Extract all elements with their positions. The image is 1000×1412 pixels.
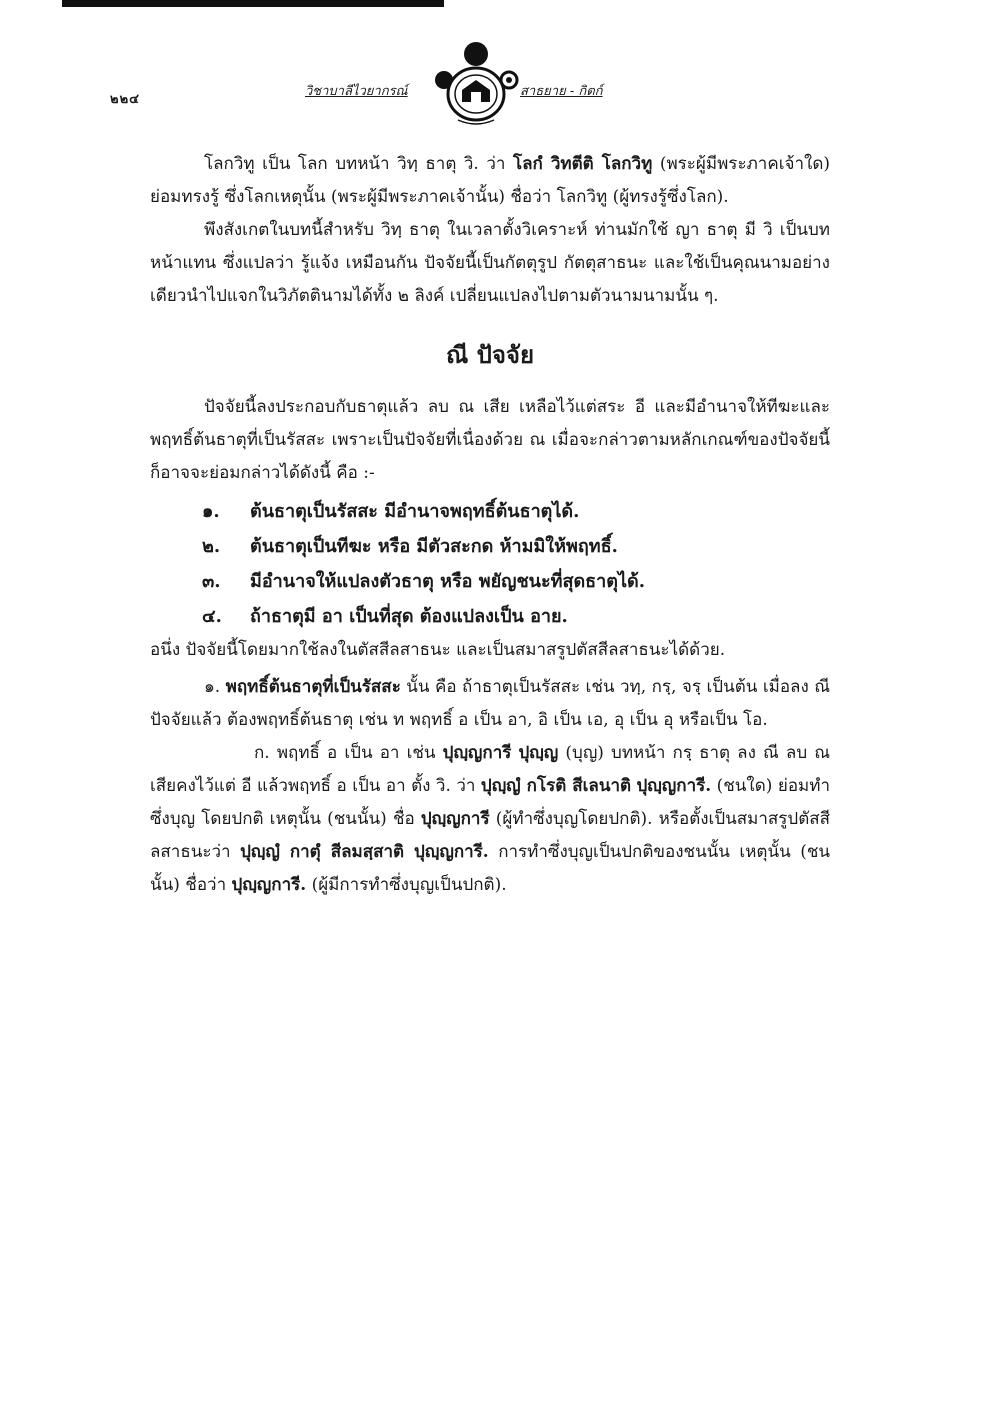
- paragraph-note-usage: อนึ่ง ปัจจัยนี้โดยมากใช้ลงในตัสสีลสาธนะ และเป็นสมาสรูปตัสสีลสาธนะได้ด้วย.: [150, 640, 726, 660]
- page-number: ๒๒๔: [110, 92, 140, 107]
- section-heading: ณี ปัจจัย: [445, 340, 535, 369]
- rule-item: ๑. ต้นธาตุเป็นรัสสะ มีอำนาจพฤทธิ์ต้นธาตุได้.: [202, 501, 580, 522]
- paragraph-note-vid: พึงสังเกตในบทนี้สำหรับ วิทฺ ธาตุ ในเวลาตั้งวิเคราะห์ ท่านมักใช้ ญา ธาตุ มี วิ เป็นบทหน้าแทน ซึ่งแปลว่า รู้แจ้ง เหมือนกัน ปัจจัยนี้เป็นกัตตุรูป กัตตุสาธนะ และใช้เป็นคุณนามอย่างเดียวนำไปแจกในวิภัตตินามได้ทั้ง ๒ ลิงค์ เปลี่ยนแปลงไปตามตัวนามนามนั้น ๆ.: [150, 220, 830, 306]
- page-body: [150, 148, 830, 902]
- paragraph-ni-intro: ปัจจัยนี้ลงประกอบกับธาตุแล้ว ลบ ณ เสีย เหลือไว้แต่สระ อี และมีอำนาจให้ทีฆะและพฤทธิ์ต้นธาตุที่เป็นรัสสะ เพราะเป็นปัจจัยที่เนื่องด้วย ณ เมื่อจะกล่าวตามหลักเกณฑ์ของปัจจัยนี้ ก็อาจจะย่อมกล่าวได้ดังนี้ คือ :-: [150, 397, 830, 483]
- rule-item: ๒. ต้นธาตุเป็นทีฆะ หรือ มีตัวสะกด ห้ามมิให้พฤทธิ์.: [202, 536, 618, 557]
- institution-emblem-icon: [432, 40, 520, 130]
- paragraph-lokavidu: โลกวิทู เป็น โลก บทหน้า วิทฺ ธาตุ วิ. ว่า โลกํ วิทตีติ โลกวิทู (พระผู้มีพระภาคเจ้าใด) ย่อมทรงรู้ ซึ่งโลกเหตุนั้น (พระผู้มีพระภาคเจ้านั้น) ชื่อว่า โลกวิทู (ผู้ทรงรู้ซึ่งโลก).: [150, 154, 830, 207]
- paragraph-vuddhi: ๑. พฤทธิ์ต้นธาตุที่เป็นรัสสะ นั้น คือ ถ้าธาตุเป็นรัสสะ เช่น วทฺ, กรฺ, จรฺ เป็นต้น เมื่อลง ณี ปัจจัยแล้ว ต้องพฤทธิ์ต้นธาตุ เช่น ท พฤทธิ์ อ เป็น อา, อิ เป็น เอ, อุ เป็น อุ หรือเป็น โอ.: [150, 677, 830, 730]
- running-header: [0, 40, 1000, 130]
- header-book-title: วิชาบาลีไวยากรณ์: [305, 84, 408, 99]
- rule-item: ๔. ถ้าธาตุมี อา เป็นที่สุด ต้องแปลงเป็น อาย.: [202, 606, 568, 627]
- rule-item: ๓. มีอำนาจให้แปลงตัวธาตุ หรือ พยัญชนะที่สุดธาตุได้.: [202, 571, 645, 592]
- paragraph-example-punnakari: ก. พฤทธิ์ อ เป็น อา เช่น ปุญฺญการี ปุญฺญ (บุญ) บทหน้า กรฺ ธาตุ ลง ณี ลบ ณ เสียคงไว้แต่ อี แล้วพฤทธิ์ อ เป็น อา ตั้ง วิ. ว่า ปุญฺญํ กโรติ สีเลนาติ ปุญฺญการี. (ชนใด) ย่อมทำซึ่งบุญ โดยปกติ เหตุนั้น (ชนนั้น) ชื่อ ปุญฺญการี (ผู้ทำซึ่งบุญโดยปกติ). หรือตั้งเป็นสมาสรูปตัสสีลสาธนะว่า ปุญฺญํ กาตุํ สีลมสฺสาติ ปุญฺญการี. การทำซึ่งบุญเป็นปกติของชนนั้น เหตุนั้น (ชนนั้น) ชื่อว่า ปุญฺญการี. (ผู้มีการทำซึ่งบุญเป็นปกติ).: [150, 743, 831, 895]
- header-chapter-title: สาธยาย - กิตก์: [520, 84, 603, 99]
- scan-edge-bar: [62, 0, 444, 7]
